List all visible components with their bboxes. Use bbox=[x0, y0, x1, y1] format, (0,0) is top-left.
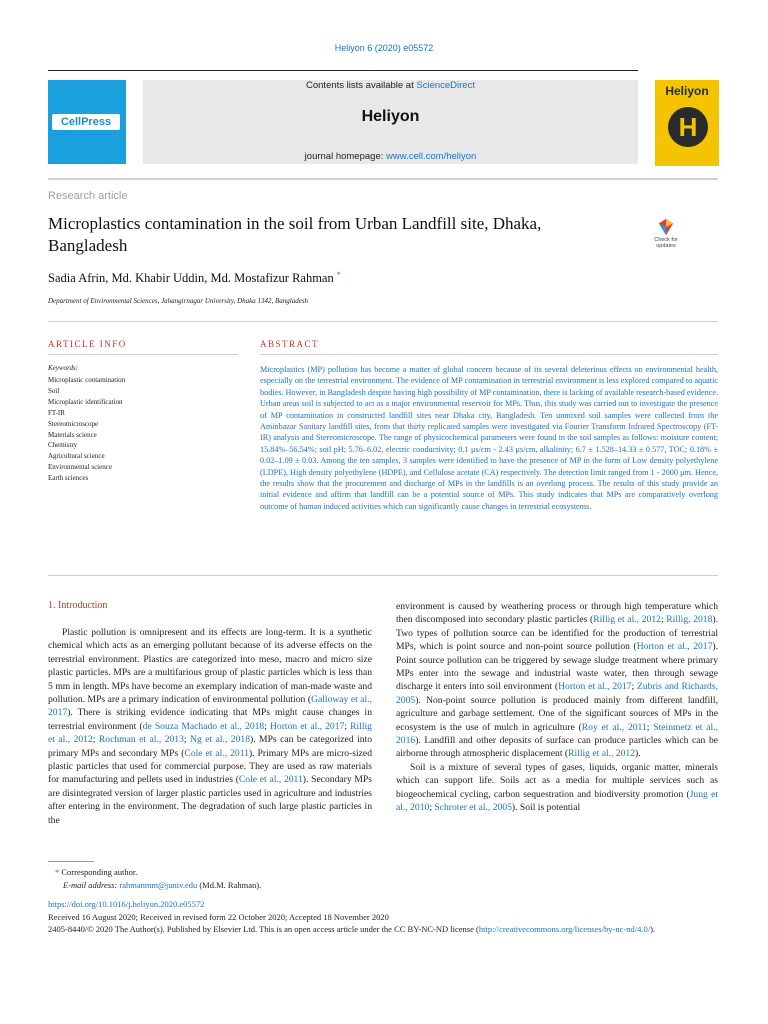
keyword-item: Environmental science bbox=[48, 463, 112, 472]
body-text: ; bbox=[631, 681, 637, 693]
body-text: ; bbox=[183, 734, 191, 746]
citation-link[interactable]: Schroter et al., 2005 bbox=[434, 802, 512, 814]
body-text: ). Secondary MPs are disintegrated version of larger plastic particles used in agriculture and industries after entering in the environment. The degradation of such large plastic particles in the bbox=[48, 774, 373, 826]
cover-letter: H bbox=[668, 107, 708, 147]
license-statement bbox=[48, 923, 718, 936]
body-text: ). Soil is potential bbox=[511, 802, 581, 814]
keyword-item: FT-IR bbox=[48, 408, 65, 417]
keyword-list bbox=[48, 375, 125, 484]
body-text: ). MPs can be categorized into primary MPs and secondary MPs ( bbox=[48, 734, 373, 759]
citation-link[interactable]: Steinmetz et al., 2016 bbox=[396, 721, 718, 747]
body-text: ). bbox=[635, 748, 641, 760]
contents-prefix: Contents lists available at bbox=[306, 80, 417, 91]
keyword-item: Microplastic contamination bbox=[48, 376, 126, 384]
body-text: ). Landfill and other deposits of surface can produce particles which can be airborne through atmospheric displacement ( bbox=[396, 735, 718, 760]
citation-link[interactable]: Rochman et al., 2013 bbox=[98, 734, 184, 746]
check-for-updates-icon[interactable] bbox=[657, 218, 675, 236]
article-info-heading: ARTICLE INFO bbox=[48, 339, 127, 349]
journal-citation[interactable]: Heliyon 6 (2020) e05572 bbox=[334, 43, 434, 53]
citation-link[interactable]: Ng et al., 2018 bbox=[190, 734, 250, 746]
article-footer bbox=[48, 898, 718, 936]
email-label: E-mail address: bbox=[63, 880, 118, 890]
body-text: environment is caused by weathering process or through high temperature which then discomposed into secondary plastic particles ( bbox=[396, 601, 718, 626]
title-bottom-rule bbox=[48, 321, 718, 322]
keyword-item: Chemistry bbox=[48, 441, 78, 450]
intro-left-column bbox=[48, 626, 372, 827]
body-text: ). Non-point source pollution is produced mainly from different landfill, agriculture and garbage settlement. One of the significant sources of MPs in the ecosystem is the use of mulch in agriculture ( bbox=[396, 694, 718, 733]
keyword-item: Microplastic identification bbox=[48, 397, 123, 406]
header-rule bbox=[48, 70, 638, 71]
keyword-item: Earth sciences bbox=[48, 474, 89, 483]
footnote-rule bbox=[48, 861, 94, 862]
citation-link[interactable]: Horton et al., 2017 bbox=[636, 641, 713, 653]
header-bottom-rule bbox=[48, 178, 718, 180]
body-text: ). Primary MPs are micro-sized plastic particles that used for commercial purpose. They are used as raw materials for manufacturing and pellets used in industries ( bbox=[48, 747, 372, 786]
citation-link[interactable]: Horton et al., 2017 bbox=[270, 720, 345, 732]
keyword-item: Soil bbox=[48, 386, 60, 395]
email-link[interactable]: rahmanmm@juniv.edu bbox=[119, 880, 198, 890]
article-info-rule bbox=[48, 354, 238, 355]
intro-right-column bbox=[396, 600, 718, 815]
keyword-item: Agricultural science bbox=[48, 452, 105, 461]
citation-link[interactable]: Roy et al., 2011 bbox=[581, 721, 647, 733]
keyword-item: Materials science bbox=[48, 430, 97, 439]
citation-link[interactable]: Rillig et al., 2012 bbox=[48, 720, 372, 746]
body-text: ; bbox=[344, 720, 351, 732]
cover-title: Heliyon bbox=[665, 84, 709, 98]
license-end: ). bbox=[650, 924, 656, 935]
intro-paragraph-2 bbox=[396, 761, 718, 815]
intro-paragraph-1-continued bbox=[396, 600, 718, 761]
body-text: ). Point source pollution can be triggered by sewage sludge treatment where primary MPs enter into the sewage and industrial waste water, then through sewage discharge it enters into soil environment ( bbox=[396, 641, 718, 693]
abstract-bottom-rule bbox=[48, 575, 718, 576]
contents-line bbox=[143, 80, 638, 91]
keyword-item: Stereomicroscope bbox=[48, 419, 99, 428]
body-text: ; bbox=[264, 720, 270, 732]
citation-link[interactable]: Rillig, 2018 bbox=[666, 614, 713, 626]
corresponding-author-mark[interactable]: * bbox=[336, 270, 341, 279]
homepage-link[interactable]: www.cell.com/heliyon bbox=[386, 151, 477, 162]
article-type: Research article bbox=[48, 190, 128, 202]
check-for-updates-label[interactable]: Check for updates bbox=[654, 237, 678, 249]
body-text: ; bbox=[660, 614, 667, 626]
citation-link[interactable]: Jung et al., 2010 bbox=[396, 788, 719, 814]
abstract-text: Microplastics (MP) pollution has become a matter of global concern because of its several deleterious effects on environmental health, especially on the terrestrial environment. The evidence of MP contamination in terrestrial environment is less explored compared to aquatic bodies. However, in Bangladesh despite having high possibility of MP contamination, there is lacking of available research-based evidence. Urban areas soil is subjected to act as a major environmental reservoir for MPs. Thus, this study was carried out to investigate the presence of MP contamination in constructed landfill sites near Dhaka city, Bangladesh. Ten unmixed soil samples were collected from the Aminbazar Sanitary landfill sites, from that thirty replicated samples were investigated via Fourier Transform Infrared Spectroscopy (FT-IR) analysis and Stereomicroscope. The range of physicochemical parameters were found in the soil samples as follows: moisture content; 15.84%–56.54%; soil pH; 5.76–6.02, electric conductivity; 0.1 μs/cm - 2.43 μs/cm, alkalinity; 6.7 ± 1.528–14.33 ± 0.577, TOC; 0.18% ± 0.02–1.09 ± 0.03. Among the ten samples, 3 samples were identified to have the presence of MP in the form of Low density polyethylene (LDPE), High density polyethylene (HDPE), and Cellulose acetate (CA) respectively. The detection limit ranged from 1 - 2000 μm. Hence, the results show that the procurement and discharge of MPs in the landfills is an overlong process. The results of this study provide an initial evidence and affirm that landfill can be a potential source of MPs. This study indicates that MPs are comparatively overlong outcome of human induced activities which can significantly cause changes in terrestrial ecosystems. bbox=[260, 365, 718, 511]
article-title: Microplastics contamination in the soil from Urban Landfill site, Dhaka, Bangladesh bbox=[48, 214, 542, 255]
abstract-heading: ABSTRACT bbox=[260, 339, 320, 349]
keywords-label: Keywords: bbox=[48, 364, 79, 372]
citation-link[interactable]: Horton et al., 2017 bbox=[558, 681, 632, 693]
intro-paragraph-1 bbox=[48, 626, 372, 827]
introduction-heading: 1. Introduction bbox=[48, 600, 108, 611]
citation-link[interactable]: de Souza Machado et al., 2018 bbox=[142, 720, 265, 732]
sciencedirect-link[interactable]: ScienceDirect bbox=[416, 80, 475, 91]
abstract-rule bbox=[260, 354, 718, 355]
body-text: Soil is a mixture of several types of gases, liquids, organic matter, minerals which can support life. Soils act as a media for multiple services such as biogeochemical cycling, carbon sequestration and biodiversity promotion ( bbox=[396, 761, 718, 800]
doi-link[interactable]: https://doi.org/10.1016/j.heliyon.2020.e05572 bbox=[48, 899, 205, 909]
citation-link[interactable]: Rillig et al., 2012 bbox=[568, 748, 635, 760]
journal-name: Heliyon bbox=[361, 108, 420, 125]
body-text: ). There is striking evidence indicating that MPs might cause changes in terrestrial environment ( bbox=[48, 707, 372, 732]
citation-link[interactable]: Rillig et al., 2012 bbox=[593, 614, 661, 626]
body-text: Plastic pollution is omnipresent and its effects are long-term. It is a synthetic chemical which acts as an emerging pollutant because of its adverse effects on the terrestrial environment. Plastics are categorized into meso, macro and micro size plastic particles. MPs are a multifarious group of plastic particles which is less than 5 mm in length. MPs have become an exemplary indication of man-made waste and pollution. MPs are a primary indication of environmental pollution ( bbox=[48, 627, 372, 706]
citation-link[interactable]: Zubris and Richards, 2005 bbox=[396, 681, 718, 706]
homepage-prefix: journal homepage: bbox=[304, 151, 387, 162]
license-link[interactable]: http://creativecommons.org/licenses/by-nc-nd/4.0/ bbox=[478, 924, 651, 935]
license-text: 2405-8440/© 2020 The Author(s). Published by Elsevier Ltd. This is an open access article under the CC BY-NC-ND license ( bbox=[48, 924, 479, 935]
affiliation: Department of Environmental Sciences, Jahangirnagar University, Dhaka 1342, Bangladesh bbox=[48, 297, 309, 305]
cellpress-logo-label: CellPress bbox=[52, 114, 120, 130]
footnote bbox=[55, 866, 261, 892]
email-owner: (Md.M. Rahman). bbox=[199, 880, 262, 890]
author-list bbox=[48, 270, 341, 286]
body-text: ; bbox=[646, 721, 654, 733]
citation-link[interactable]: Cole et al., 2011 bbox=[184, 747, 249, 759]
body-text: ; bbox=[429, 802, 435, 814]
authors-text: Sadia Afrin, Md. Khabir Uddin, Md. Mostafizur Rahman bbox=[48, 271, 334, 286]
body-text: ). Two types of pollution source can be identified for the production of terrestrial MPs, which is point source and non-point source pollution ( bbox=[396, 614, 718, 653]
citation-link[interactable]: Cole et al., 2011 bbox=[238, 774, 303, 786]
citation-link[interactable]: Galloway et al., 2017 bbox=[48, 694, 372, 719]
corresponding-author-note: Corresponding author. bbox=[61, 867, 138, 877]
journal-homepage bbox=[143, 151, 638, 162]
received-dates: Received 16 August 2020; Received in revised form 22 October 2020; Accepted 18 November 2020 bbox=[48, 911, 389, 922]
body-text: ; bbox=[92, 734, 99, 746]
footnote-marker[interactable]: * bbox=[55, 867, 60, 877]
